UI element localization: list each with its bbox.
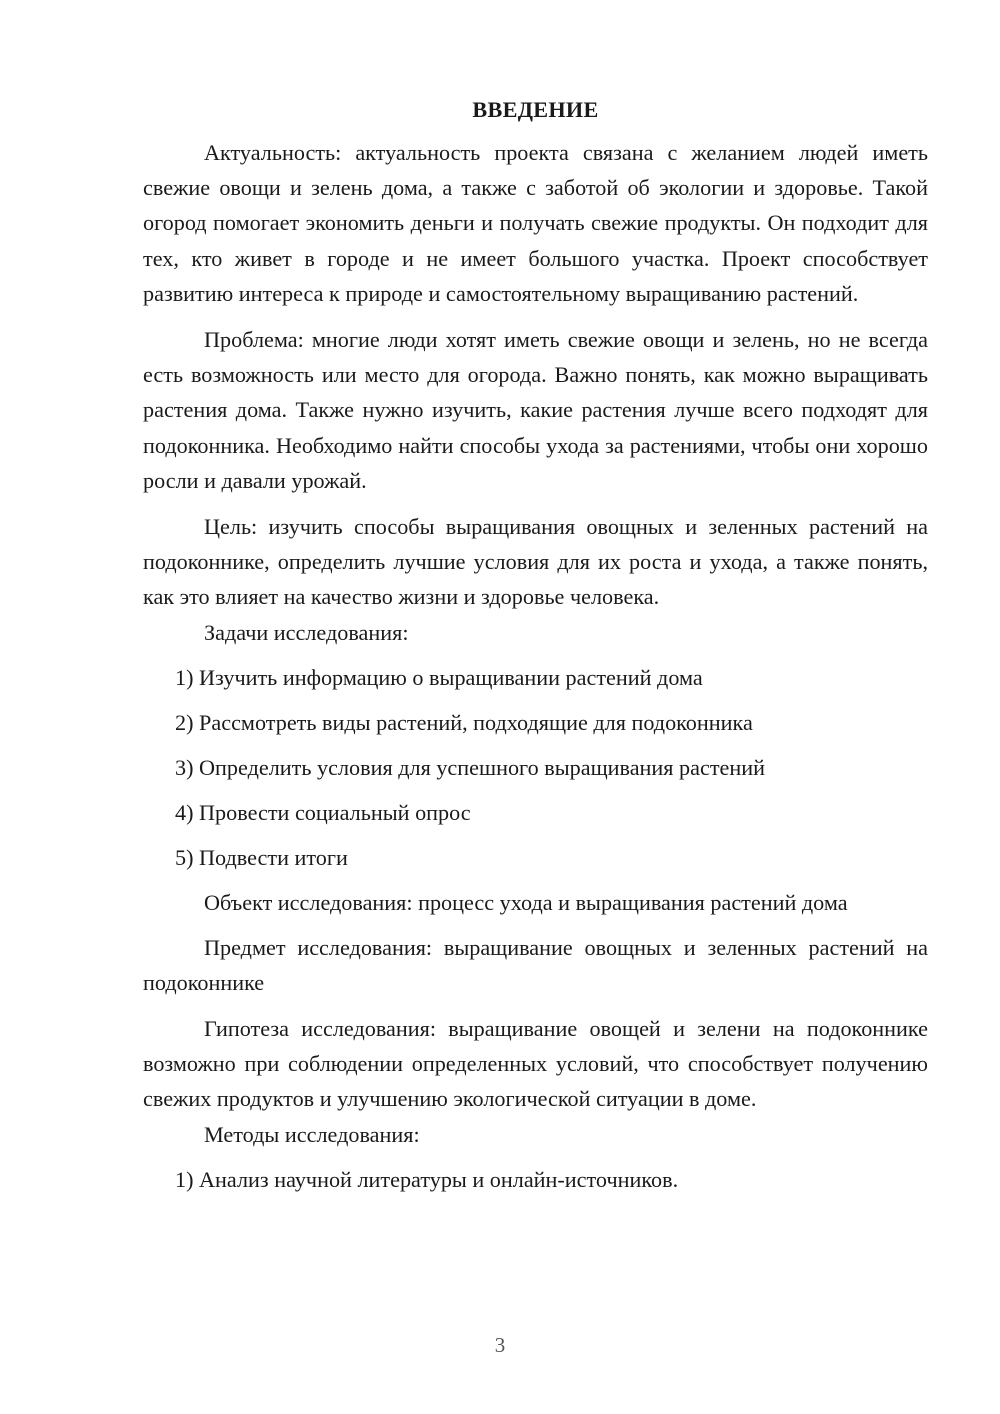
page-number: 3 [494,1333,506,1357]
task-item-1: 1) Изучить информацию о выращивании растений дома [175,664,703,690]
goal-paragraph: Цель: изучить способы выращивания овощных и зеленных растений на подоконнике, определить лучшие условия для их роста и ухода, а также понять, как это влияет на качество жизни и здоровье человека. [143,514,928,610]
task-item-4: 4) Провести социальный опрос [175,799,471,825]
hypothesis-paragraph: Гипотеза исследования: выращивание овощей и зелени на подоконнике возможно при соблюдении определенных условий, что способствует получению свежих продуктов и улучшению экологической ситуации в доме. [143,1016,928,1112]
object-line: Объект исследования: процесс ухода и выращивания растений дома [204,889,848,915]
subject-paragraph: Предмет исследования: выращивание овощных и зеленных растений на подоконнике [143,934,928,995]
method-item-1: 1) Анализ научной литературы и онлайн-источников. [175,1166,679,1192]
task-item-2: 2) Рассмотреть виды растений, подходящие для подоконника [175,709,753,735]
relevance-paragraph: Актуальность: актуальность проекта связана с желанием людей иметь свежие овощи и зелень дома, а также с заботой об экологии и здоровье. Такой огород помогает экономить деньги и получать свежие продукты. Он подходит для тех, кто живет в городе и не имеет большого участка. Проект способствует развитию интереса к природе и самостоятельному выращиванию растений. [143,140,928,306]
page-title: ВВЕДЕНИЕ [472,97,599,122]
task-item-3: 3) Определить условия для успешного выращивания растений [175,754,766,780]
tasks-heading: Задачи исследования: [204,619,409,645]
task-item-5: 5) Подвести итоги [175,844,348,870]
document-page [143,92,928,1197]
methods-heading: Методы исследования: [204,1121,420,1147]
problem-paragraph: Проблема: многие люди хотят иметь свежие овощи и зелень, но не всегда есть возможность или место для огорода. Важно понять, как можно выращивать растения дома. Также нужно изучить, какие растения лучше всего подходят для подоконника. Необходимо найти способы ухода за растениями, чтобы они хорошо росли и давали урожай. [143,327,928,493]
